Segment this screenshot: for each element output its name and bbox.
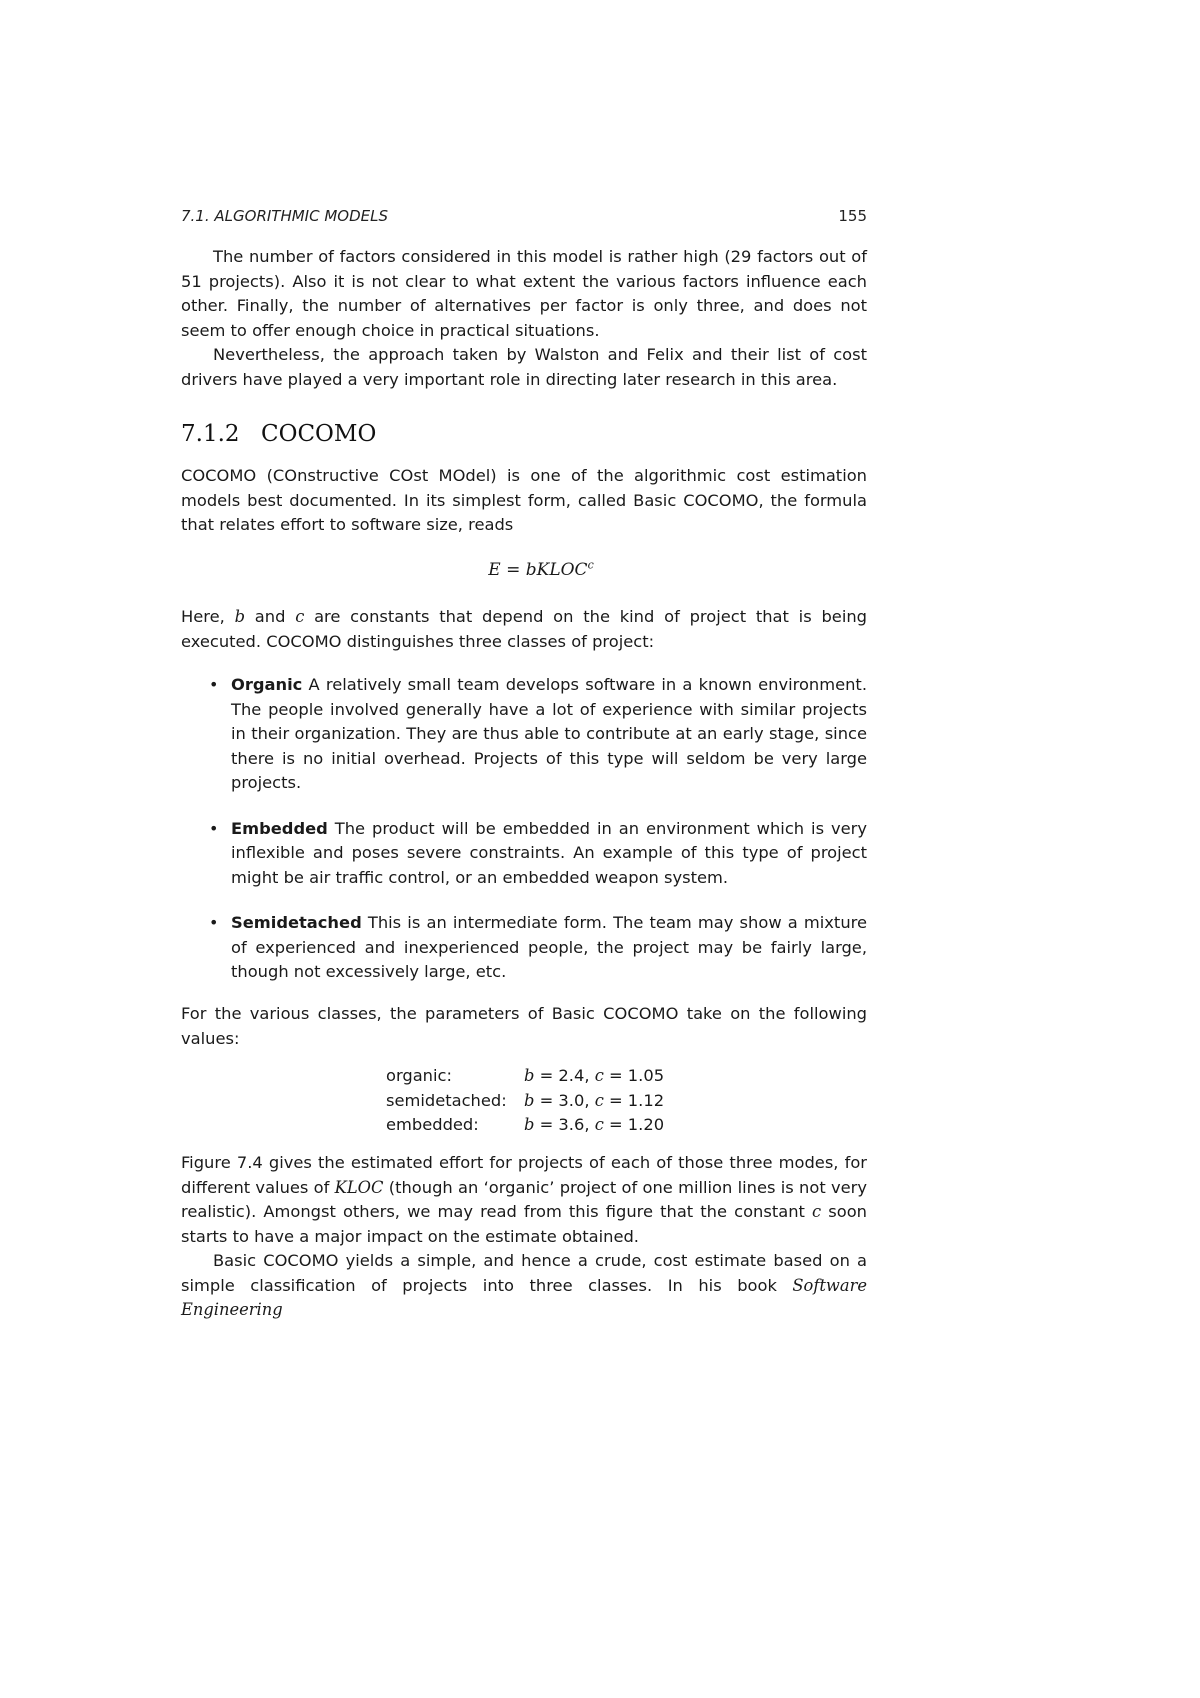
subsection-number: 7.1.2 xyxy=(181,421,240,447)
symbol-c: c xyxy=(812,1202,822,1221)
paragraph-text: For the various classes, the parameters of Basic COCOMO take on the following values: xyxy=(181,1004,867,1048)
parameter-table xyxy=(181,1064,867,1138)
subsection-heading xyxy=(181,420,867,448)
project-class-list xyxy=(181,673,867,985)
bullet-icon: • xyxy=(209,675,219,694)
parameter-values: b = 3.0, c = 1.12 xyxy=(524,1090,665,1110)
running-header xyxy=(181,206,867,226)
list-text: A relatively small team develops software in a known environment. The people involved generally have a lot of experience with similar projects in their organization. They are thus able to contribute at an early stage, since there is no initial overhead. Projects of this type will seldom be very large projects. xyxy=(231,675,867,792)
formula-lhs: E xyxy=(488,560,501,580)
text-run: and xyxy=(245,607,296,626)
bullet-icon: • xyxy=(209,913,219,932)
paragraph-text: The number of factors considered in this model is rather high (29 factors out of 51 projects). Also it is not clear to what extent the various factors influence each other. Finally, the number of alternatives per factor is only three, and does not seem to offer enough choice in practical situations. xyxy=(181,247,867,340)
text-run: Figure 7.4 gives the estimated effort for projects of each of those three modes, for different values of xyxy=(181,1153,867,1197)
section-heading: 7.1. ALGORITHMIC MODELS xyxy=(181,207,388,225)
paragraph-nevertheless: Nevertheless, the approach taken by Walston and Felix and their list of cost drivers have played a very important role in directing later research in this area. xyxy=(181,345,867,389)
paragraph-basic-cocomo xyxy=(181,1249,867,1323)
list-text: The product will be embedded in an environment which is very inflexible and poses severe constraints. An example of this type of project might be air traffic control, or an embedded weapon system. xyxy=(231,818,867,887)
list-term: Organic xyxy=(231,675,303,694)
formula xyxy=(181,558,867,582)
symbol-c: c xyxy=(295,607,305,626)
text-run: are constants that depend on the kind of project that is being executed. COCOMO distinguishes three classes of project: xyxy=(181,607,867,651)
list-item xyxy=(181,817,867,891)
symbol-kloc: KLOC xyxy=(334,1177,384,1197)
list-term: Semidetached xyxy=(231,913,362,932)
table-row xyxy=(386,1113,664,1138)
text-run: Basic COCOMO yields a simple, and hence a crude, cost estimate based on a simple classification of projects into three classes. In his book xyxy=(181,1251,867,1295)
paragraph-text: COCOMO (COnstructive COst MOdel) is one of the algorithmic cost estimation models best documented. In its simplest form, called Basic COCOMO, the formula that relates effort to software size, reads xyxy=(181,466,867,534)
parameter-class: embedded: xyxy=(386,1115,479,1134)
list-term: Embedded xyxy=(231,818,328,838)
parameter-values: b = 2.4, c = 1.05 xyxy=(524,1066,665,1085)
list-text: This is an intermediate form. The team may show a mixture of experienced and inexperienced people, the project may be fairly large, though not excessively large, etc. xyxy=(231,913,867,981)
paragraph-factors xyxy=(181,245,867,392)
parameter-class: organic: xyxy=(386,1066,452,1085)
list-item xyxy=(181,673,867,796)
list-item xyxy=(181,911,867,985)
table-row xyxy=(386,1064,664,1089)
table-row xyxy=(386,1089,664,1114)
formula-equals: = xyxy=(500,560,526,580)
formula-rhs: bKLOC xyxy=(525,560,588,580)
text-run: Here, xyxy=(181,607,235,626)
text-run: soon starts to have a major impact on the estimate obtained. xyxy=(181,1202,867,1246)
parameter-class: semidetached: xyxy=(386,1090,507,1110)
text-run: (though an ‘organic’ project of one million lines is not very realistic). Amongst others, we may read from this figure that the constant xyxy=(181,1177,867,1221)
paragraph-parameters xyxy=(181,1002,867,1051)
subsection-title: COCOMO xyxy=(261,421,377,447)
parameter-values: b = 3.6, c = 1.20 xyxy=(524,1115,665,1134)
book-title: Software Engineering xyxy=(181,1275,867,1319)
paragraph-constants xyxy=(181,605,867,654)
symbol-b: b xyxy=(234,607,245,626)
paragraph-figure-reference xyxy=(181,1151,867,1323)
paragraph-cocomo-intro xyxy=(181,464,867,538)
formula-exponent: c xyxy=(587,558,594,572)
bullet-icon: • xyxy=(209,818,219,838)
page-number: 155 xyxy=(838,207,867,225)
